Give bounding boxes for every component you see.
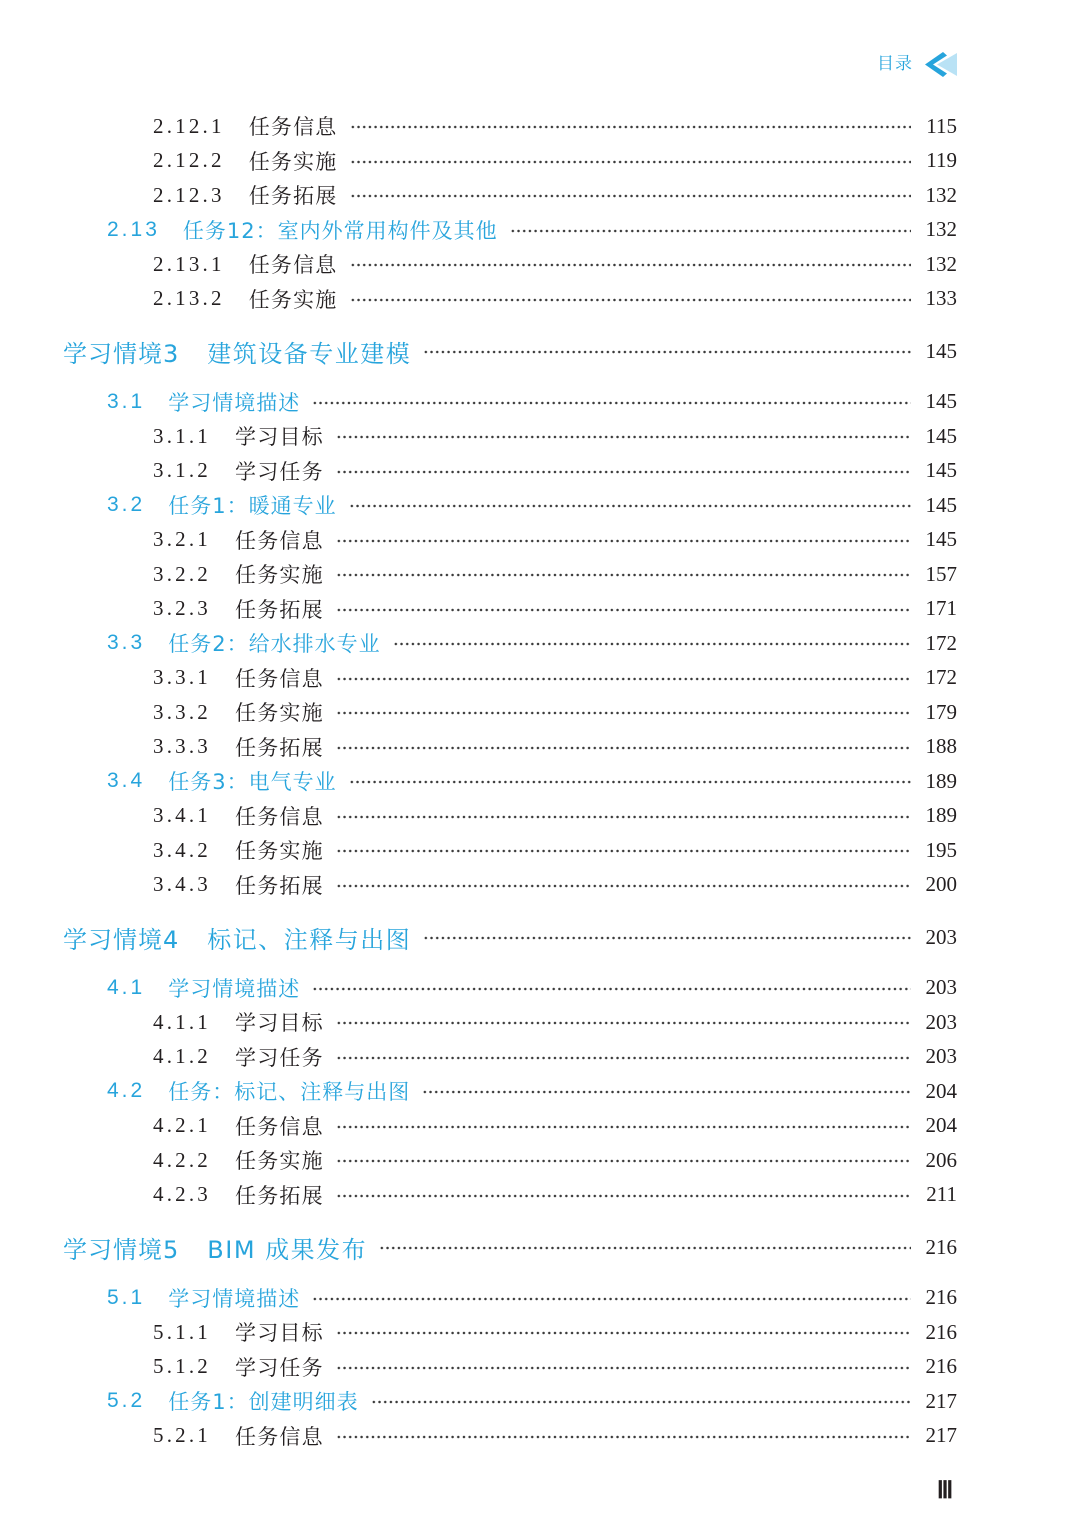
toc-leader-dots [350, 160, 911, 164]
toc-chapter-entry [0, 920, 957, 955]
toc-entry-number: 3.1.2 [153, 458, 211, 483]
toc-entry-title: 学习目标 [235, 1011, 324, 1036]
toc-entry-page: 132 [925, 251, 957, 276]
toc-entry-page: 188 [925, 734, 957, 759]
toc-entry-page: 217 [925, 1423, 957, 1448]
toc-subsection-entry [0, 592, 957, 627]
toc-entry-number: 学习情境3 [63, 339, 180, 368]
toc-entry-page: 200 [925, 872, 957, 897]
toc-leader-dots [510, 229, 911, 233]
toc-entry-page: 189 [925, 768, 957, 793]
toc-entry-page: 211 [926, 1182, 957, 1207]
toc-leader-dots [336, 746, 911, 750]
toc-entry-number: 5.1.1 [153, 1319, 211, 1344]
toc-subsection-entry [0, 868, 957, 903]
toc-leader-dots [350, 298, 911, 302]
toc-entry-page: 145 [925, 389, 957, 414]
page-number: Ⅲ [936, 1478, 954, 1504]
toc-subsection-entry [0, 557, 957, 592]
toc-entry-number: 2.13 [107, 217, 160, 241]
toc-entry-title: 建筑设备专业建模 [207, 339, 412, 368]
toc-entry-page: 206 [925, 1147, 957, 1172]
toc-section-entry [0, 488, 957, 523]
toc-subsection-entry [0, 419, 957, 454]
toc-section-entry [0, 626, 957, 661]
toc-leader-dots [336, 849, 911, 853]
toc-subsection-entry [0, 1419, 957, 1454]
toc-leader-dots [336, 1435, 911, 1439]
toc-leader-dots [349, 504, 911, 508]
toc-entry-title: 学习目标 [235, 1321, 324, 1346]
toc-entry-number: 3.3.1 [153, 665, 211, 690]
toc-leader-dots [312, 987, 911, 991]
toc-subsection-entry [0, 1040, 957, 1075]
toc-entry-title: 任务信息 [235, 804, 324, 829]
toc-leader-dots [312, 401, 911, 405]
toc-leader-dots [350, 125, 911, 129]
toc-leader-dots [336, 573, 911, 577]
toc-entry-title: 任务拓展 [235, 873, 324, 898]
toc-leader-dots [336, 608, 911, 612]
toc-subsection-entry [0, 1005, 957, 1040]
toc-list [0, 109, 957, 1453]
running-header-label: 目录 [877, 54, 913, 74]
toc-leader-dots [423, 936, 911, 940]
toc-entry-number: 3.1 [107, 389, 146, 413]
toc-entry-page: 171 [925, 596, 957, 621]
toc-leader-dots [393, 642, 911, 646]
toc-entry-title: 任务拓展 [235, 735, 324, 760]
toc-subsection-entry [0, 833, 957, 868]
toc-entry-number: 学习情境4 [63, 925, 180, 954]
toc-entry-number: 3.4.2 [153, 837, 211, 862]
toc-subsection-entry [0, 661, 957, 696]
toc-entry-title: 任务拓展 [235, 1183, 324, 1208]
toc-entry-title: 任务12：室内外常用构件及其他 [182, 218, 498, 243]
toc-subsection-entry [0, 454, 957, 489]
toc-section-entry [0, 213, 957, 248]
toc-entry-page: 204 [925, 1078, 957, 1103]
toc-subsection-entry [0, 109, 957, 144]
toc-subsection-entry [0, 730, 957, 765]
toc-entry-page: 216 [925, 1319, 957, 1344]
toc-entry-page: 203 [925, 1044, 957, 1069]
toc-subsection-entry [0, 1178, 957, 1213]
toc-entry-title: 任务实施 [235, 1149, 324, 1174]
toc-entry-page: 216 [925, 1285, 957, 1310]
toc-entry-number: 3.2 [107, 493, 146, 517]
toc-entry-number: 2.12.1 [153, 113, 225, 138]
toc-entry-title: 任务信息 [235, 666, 324, 691]
toc-entry-page: 172 [925, 665, 957, 690]
toc-entry-page: 204 [925, 1113, 957, 1138]
toc-entry-page: 145 [925, 338, 957, 363]
toc-entry-number: 3.4 [107, 769, 146, 793]
toc-entry-page: 133 [925, 286, 957, 311]
toc-entry-title: 任务信息 [248, 253, 338, 278]
toc-leader-dots [371, 1400, 911, 1404]
toc-entry-number: 2.13.1 [153, 251, 225, 276]
toc-entry-title: BIM 成果发布 [207, 1235, 368, 1264]
toc-entry-number: 3.4.3 [153, 872, 211, 897]
toc-leader-dots [336, 1194, 911, 1198]
toc-entry-title: 学习任务 [235, 459, 324, 484]
toc-entry-title: 任务2：给水排水专业 [168, 632, 381, 657]
toc-entry-title: 任务：标记、注释与出图 [168, 1080, 411, 1105]
toc-leader-dots [336, 1021, 911, 1025]
toc-entry-page: 216 [925, 1354, 957, 1379]
toc-entry-title: 标记、注释与出图 [207, 925, 412, 954]
toc-leader-dots [336, 711, 911, 715]
toc-entry-page: 203 [925, 975, 957, 1000]
toc-subsection-entry [0, 695, 957, 730]
toc-entry-title: 任务实施 [248, 149, 338, 174]
toc-entry-title: 任务信息 [248, 115, 338, 140]
toc-entry-number: 4.1.1 [153, 1009, 211, 1034]
toc-entry-title: 任务实施 [235, 839, 324, 864]
toc-entry-page: 195 [925, 837, 957, 862]
toc-leader-dots [336, 1056, 911, 1060]
toc-entry-number: 3.2.3 [153, 596, 211, 621]
toc-entry-number: 2.13.2 [153, 286, 225, 311]
toc-subsection-entry [0, 247, 957, 282]
toc-section-entry [0, 1074, 957, 1109]
toc-subsection-entry [0, 282, 957, 317]
toc-entry-title: 学习任务 [235, 1355, 324, 1380]
toc-entry-page: 132 [925, 217, 957, 242]
toc-entry-number: 5.1 [107, 1285, 146, 1309]
toc-subsection-entry [0, 1350, 957, 1385]
toc-leader-dots [336, 884, 911, 888]
toc-leader-dots [312, 1297, 911, 1301]
toc-entry-page: 172 [925, 630, 957, 655]
toc-entry-number: 3.2.1 [153, 527, 211, 552]
toc-section-entry [0, 1281, 957, 1316]
toc-entry-number: 3.3.2 [153, 699, 211, 724]
toc-entry-title: 任务3：电气专业 [168, 770, 337, 795]
toc-entry-number: 3.1.1 [153, 423, 211, 448]
toc-entry-page: 157 [925, 561, 957, 586]
toc-entry-page: 132 [925, 182, 957, 207]
toc-entry-number: 5.1.2 [153, 1354, 211, 1379]
toc-entry-page: 189 [925, 803, 957, 828]
toc-entry-page: 145 [925, 492, 957, 517]
toc-subsection-entry [0, 799, 957, 834]
toc-leader-dots [336, 1366, 911, 1370]
toc-entry-page: 115 [926, 113, 957, 138]
toc-subsection-entry [0, 178, 957, 213]
toc-leader-dots [336, 435, 911, 439]
toc-entry-number: 3.3.3 [153, 734, 211, 759]
toc-entry-page: 203 [925, 924, 957, 949]
toc-entry-number: 3.3 [107, 631, 146, 655]
toc-leader-dots [336, 815, 911, 819]
toc-leader-dots [336, 539, 911, 543]
toc-leader-dots [423, 350, 911, 354]
toc-section-entry [0, 1384, 957, 1419]
toc-entry-page: 119 [926, 148, 957, 173]
toc-leader-dots [336, 470, 911, 474]
toc-leader-dots [350, 263, 911, 267]
toc-leader-dots [422, 1090, 911, 1094]
toc-entry-title: 任务实施 [235, 701, 324, 726]
toc-entry-number: 3.4.1 [153, 803, 211, 828]
toc-section-entry [0, 971, 957, 1006]
toc-entry-page: 145 [925, 527, 957, 552]
toc-leader-dots [336, 677, 911, 681]
toc-entry-number: 4.1.2 [153, 1044, 211, 1069]
toc-subsection-entry [0, 1143, 957, 1178]
toc-entry-number: 2.12.3 [153, 182, 225, 207]
toc-entry-title: 任务1：创建明细表 [168, 1390, 359, 1415]
toc-leader-dots [350, 194, 911, 198]
toc-entry-title: 任务拓展 [248, 184, 338, 209]
toc-entry-number: 5.2 [107, 1389, 146, 1413]
toc-entry-title: 学习情境描述 [168, 390, 301, 415]
toc-leader-dots [349, 780, 911, 784]
toc-entry-page: 216 [925, 1234, 957, 1259]
toc-subsection-entry [0, 1315, 957, 1350]
toc-entry-number: 3.2.2 [153, 561, 211, 586]
toc-entry-title: 任务实施 [248, 287, 338, 312]
toc-entry-number: 2.12.2 [153, 148, 225, 173]
toc-entry-number: 5.2.1 [153, 1423, 211, 1448]
toc-entry-title: 学习情境描述 [168, 976, 301, 1001]
toc-leader-dots [336, 1331, 911, 1335]
toc-entry-page: 203 [925, 1009, 957, 1034]
toc-entry-title: 学习目标 [235, 425, 324, 450]
toc-entry-title: 任务1：暖通专业 [168, 494, 337, 519]
toc-entry-page: 145 [925, 458, 957, 483]
toc-entry-number: 4.2.3 [153, 1182, 211, 1207]
toc-entry-page: 217 [925, 1388, 957, 1413]
toc-entry-title: 任务信息 [235, 528, 324, 553]
toc-leader-dots [336, 1125, 911, 1129]
toc-entry-number: 学习情境5 [63, 1235, 180, 1264]
toc-entry-title: 任务实施 [235, 563, 324, 588]
chevron-left-icon [924, 51, 958, 78]
toc-entry-number: 4.2 [107, 1079, 146, 1103]
toc-section-entry [0, 764, 957, 799]
toc-leader-dots [336, 1159, 911, 1163]
toc-entry-title: 学习情境描述 [168, 1286, 301, 1311]
toc-entry-title: 任务拓展 [235, 597, 324, 622]
toc-chapter-entry [0, 1230, 957, 1265]
toc-leader-dots [379, 1246, 911, 1250]
toc-entry-title: 学习任务 [235, 1045, 324, 1070]
toc-chapter-entry [0, 334, 957, 369]
toc-entry-title: 任务信息 [235, 1114, 324, 1139]
toc-entry-title: 任务信息 [235, 1424, 324, 1449]
toc-subsection-entry [0, 1109, 957, 1144]
toc-section-entry [0, 385, 957, 420]
toc-subsection-entry [0, 523, 957, 558]
toc-subsection-entry [0, 144, 957, 179]
toc-entry-page: 145 [925, 423, 957, 448]
toc-entry-page: 179 [925, 699, 957, 724]
toc-entry-number: 4.1 [107, 975, 146, 999]
toc-entry-number: 4.2.2 [153, 1147, 211, 1172]
toc-entry-number: 4.2.1 [153, 1113, 211, 1138]
